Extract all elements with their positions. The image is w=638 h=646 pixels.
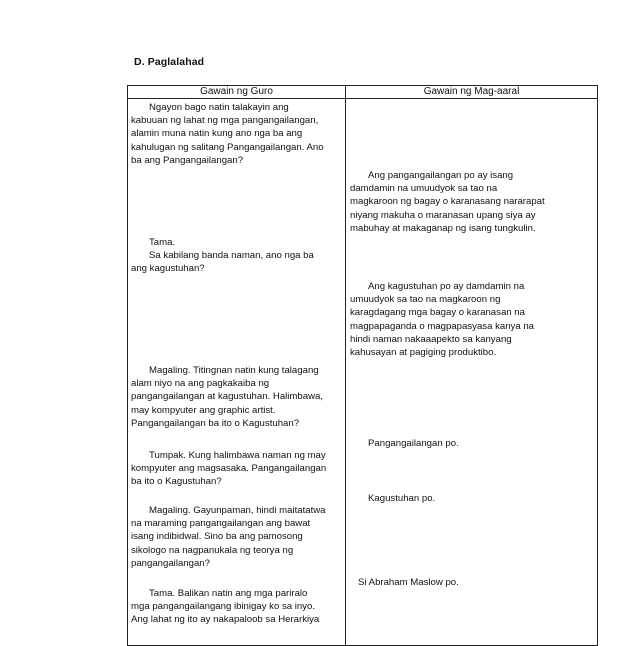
text-line: Kagustuhan po. — [368, 493, 436, 504]
text-line: Magaling. Gayunpaman, hindi maitatatwa — [149, 505, 326, 516]
student-block-5 — [340, 576, 459, 589]
text-line: pangangailangan at kagustuhan. Halimbawa, — [131, 391, 324, 403]
text-line: alamin muna natin kung ano nga ba ang — [131, 128, 303, 140]
text-line: Pangangailangan ba ito o Kagustuhan? — [131, 417, 300, 429]
text-line: sikologo na nagpanukala ng teorya ng — [131, 544, 294, 556]
text-line: karagdagang mga bagay o karanasan na — [350, 307, 525, 319]
text-line: Sa kabilang banda naman, ano nga ba — [149, 250, 314, 262]
text-line: kahulugan ng salitang Pangangailangan. Ano — [131, 141, 324, 153]
text-line: mabuhay at makaganap ng isang tungkulin. — [350, 222, 536, 234]
text-line: pangangailangan? — [131, 557, 210, 569]
text-line: kabuuan ng lahat ng mga pangangailangan, — [131, 115, 319, 127]
teacher-block-4 — [131, 449, 326, 489]
text-line: may kompyuter ang graphic artist. — [131, 404, 276, 416]
text-line: hindi naman nakaaapekto sa kanyang — [350, 333, 512, 345]
text-line: ba ito o Kagustuhan? — [131, 476, 222, 488]
text-line: isang indibidwal. Sino ba ang pamosong — [131, 531, 303, 543]
text-line: Magaling. Titingnan natin kung talagang — [149, 365, 319, 376]
text-line: mga pangangailangang ibinigay ko sa inyo. — [131, 601, 316, 613]
teacher-block-2 — [131, 236, 314, 276]
text-line: niyang makuha o maranasan upang siya ay — [350, 209, 536, 221]
text-line: Ang kagustuhan po ay damdamin na — [368, 281, 525, 292]
text-line: magpapaganda o magpapasyasa kanya na — [350, 320, 535, 332]
student-column — [346, 99, 598, 646]
teacher-block-1 — [131, 101, 324, 167]
section-heading: D. Paglalahad — [134, 56, 205, 68]
header-student: Gawain ng Mag-aaral — [346, 86, 598, 99]
text-line: na maraming pangangailangan ang bawat — [131, 518, 311, 530]
text-line: Tama. Balikan natin ang mga pariralo — [149, 588, 308, 599]
student-block-4 — [350, 492, 435, 505]
text-line: Ngayon bago natin talakayin ang — [149, 102, 289, 113]
text-line: Tumpak. Kung halimbawa naman ng may — [149, 450, 326, 461]
header-teacher: Gawain ng Guro — [128, 86, 346, 99]
text-line: Ang pangangailangan po ay isang — [368, 170, 514, 181]
text-line: ang kagustuhan? — [131, 263, 205, 275]
teacher-column — [128, 99, 346, 646]
lesson-table — [127, 85, 598, 646]
text-line: kompyuter ang magsasaka. Pangangailangan — [131, 463, 327, 475]
teacher-block-6 — [131, 587, 319, 627]
teacher-block-5 — [131, 504, 326, 570]
text-line: Si Abraham Maslow po. — [358, 577, 459, 588]
text-line: Pangangailangan po. — [368, 438, 459, 449]
text-line: umuudyok sa tao na magkaroon ng — [350, 294, 501, 306]
text-line: magkaroon ng bagay o karanasang nararapat — [350, 196, 545, 208]
text-line: damdamin na umuudyok sa tao na — [350, 183, 498, 195]
student-block-3 — [350, 437, 459, 450]
text-line: Tama. — [149, 237, 176, 248]
text-line: kahusayan at pagiging produktibo. — [350, 347, 497, 359]
student-block-2 — [350, 280, 534, 359]
text-line: alam niyo na ang pagkakaiba ng — [131, 378, 270, 390]
student-block-1 — [350, 169, 545, 235]
text-line: Ang lahat ng ito ay nakapaloob sa Herarkiya — [131, 614, 320, 626]
text-line: ba ang Pangangailangan? — [131, 154, 244, 166]
teacher-block-3 — [131, 364, 323, 430]
